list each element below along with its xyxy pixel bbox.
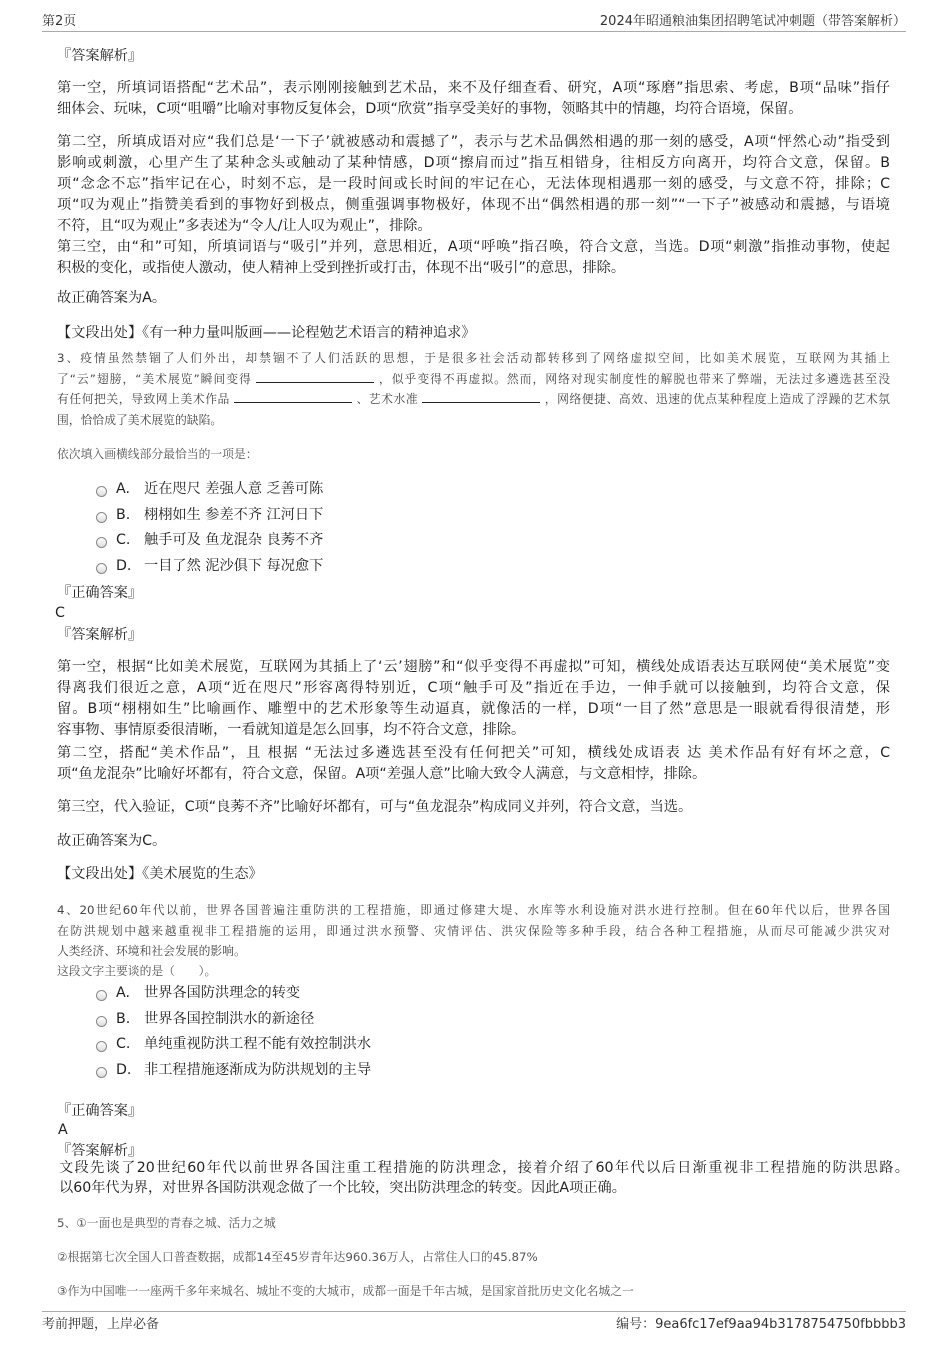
text-line: 项“叹为观止”指赞美看到的事物好到极点，侧重强调事物极好，体现不出“偶然相遇的那一刻”“一下子”被感动和震撼，与语境: [57, 197, 890, 213]
text-line: 第三空，由“和”可知，所填词语与“吸引”并列，意思相近，A项“呼唤”指召唤，符合文意，当选。D项“刺激”指推动事物，使起: [57, 239, 890, 255]
text-line: 以60年代为界，对世界各国防洪观念做了一个比较，突出防洪理念的转变。因此A项正确。: [59, 1180, 626, 1196]
text-line: 积极的变化，或指使人激动，使人精神上受到挫折或打击，体现不出“吸引”的意思，排除。: [57, 260, 626, 276]
correct-answer: C: [55, 605, 65, 621]
stem-text: 、艺术水准: [355, 392, 419, 407]
analysis-paragraph: 第三空，代入验证，C项“良莠不齐”比喻好坏都有，可与“鱼龙混杂”构成同义并列，符合文意，当选。: [57, 799, 693, 815]
option-text: 世界各国控制洪水的新途径: [144, 1011, 315, 1027]
text-line: 项“念念不忘”指牢记在心，时刻不忘，是一段时间或长时间的牢记在心，无法体现相遇那一刻的感受，与文意不符，排除；C: [57, 176, 890, 192]
question-prompt: 这段文字主要谈的是（ ）。: [57, 964, 217, 978]
page-number: 第2页: [42, 14, 77, 29]
text-line: 不符，且“叹为观止”多表述为“令人/让人叹为观止”，排除。: [57, 218, 432, 234]
text-line: 4、20世纪60年代以前，世界各国普遍注重防洪的工程措施，即通过修建大堤、水库等水利设施对洪水进行控制。但在60年代以后，世界各国: [57, 903, 890, 917]
text-line: [57, 369, 890, 390]
radio-icon[interactable]: [96, 1067, 107, 1078]
text-line: 第一空，所填词语搭配“艺术品”，表示刚刚接触到艺术品，来不及仔细查看、研究，A项“琢磨”指思索、考虑，B项“品味”指仔: [57, 80, 890, 96]
stem-text: 有任何把关，导致网上美术作品: [57, 392, 230, 407]
document-title: 2024年昭通粮油集团招聘笔试冲刺题（带答案解析）: [599, 14, 906, 29]
analysis-paragraph: [59, 1158, 909, 1198]
question-4-stem: [57, 900, 890, 962]
analysis-paragraph: [57, 743, 890, 785]
source-citation: 【文段出处】《美术展览的生态》: [57, 866, 263, 882]
option-text: 非工程措施逐渐成为防洪规划的主导: [144, 1062, 372, 1078]
text-line: 人类经济、环境和社会发展的影响。: [57, 944, 246, 959]
option-key: B.: [116, 507, 131, 523]
text-line: 留。B项“栩栩如生”比喻画作、雕塑中的艺术形象等生动逼真，就像活的一样，D项“一目了然”意思是一眼就看得很清楚，形: [57, 701, 890, 717]
correct-answer: A: [58, 1122, 68, 1138]
analysis-label: 『答案解析』: [57, 48, 143, 64]
text-line: 在防洪规划中越来越重视非工程措施的运用，即通过洪水预警、灾情评估、洪灾保险等多种手段，结合各种工程措施，从而尽可能减少洪灾对: [57, 923, 890, 938]
option-a[interactable]: [96, 479, 323, 499]
option-c[interactable]: [96, 1034, 371, 1054]
text-line: 第一空，根据“比如美术展览，互联网为其插上了‘云’翅膀”和“似乎变得不再虚拟”可知，横线处成语表达互联网使“美术展览”变: [57, 659, 890, 675]
text-line: 第二空，所填成语对应“我们总是‘一下子’就被感动和震撼了”，表示与艺术品偶然相遇的那一刻的感受，A项“怦然心动”指受到: [57, 134, 890, 150]
analysis-paragraph: [57, 237, 890, 279]
question-5-sentence-3: ③作为中国唯一一座两千多年来城名、城址不变的大城市，成都一面是千年古城，是国家首批历史文化名城之一: [57, 1284, 634, 1298]
option-d[interactable]: [96, 556, 323, 576]
question-prompt: 依次填入画横线部分最恰当的一项是：: [57, 447, 258, 461]
text-line: 第二空，搭配“美术作品”，且 根据 “无法过多遴选甚至没有任何把关”可知，横线处成语表 达 美术作品有好有坏之意，C: [57, 745, 890, 761]
text-line: 3、疫情虽然禁锢了人们外出，却禁锢不了人们活跃的思想，于是很多社会活动都转移到了网络虚拟空间，比如美术展览，互联网为其插上: [57, 351, 890, 365]
stem-text: ，网络便捷、高效、迅速的优点某种程度上造成了浮躁的艺术氛: [544, 392, 890, 407]
blank-line: [256, 370, 374, 383]
text-line: [57, 389, 890, 410]
radio-icon[interactable]: [96, 1041, 107, 1052]
option-key: A.: [116, 985, 130, 1001]
text-line: 细体会、玩味，C项“咀嚼”比喻对事物反复体会，D项“欣赏”指享受美好的事物，领略其中的情趣，均符合语境，保留。: [57, 101, 803, 117]
analysis-label: 『答案解析』: [57, 627, 143, 643]
analysis-paragraph: [57, 132, 890, 237]
option-key: A.: [116, 481, 130, 497]
option-key: C.: [116, 532, 131, 548]
stem-text: 了“云”翅膀，“美术展览”瞬间变得: [57, 371, 252, 386]
question-5-sentence-1: 5、①一面也是典型的青春之城、活力之城: [57, 1216, 276, 1230]
option-key: B.: [116, 1011, 131, 1027]
option-key: D.: [116, 1062, 132, 1078]
radio-icon[interactable]: [96, 1016, 107, 1027]
analysis-label: 『答案解析』: [57, 1143, 143, 1159]
source-citation: 【文段出处】《有一种力量叫版画——论程勉艺术语言的精神追求》: [57, 325, 476, 341]
radio-icon[interactable]: [96, 512, 107, 523]
option-text: 栩栩如生 参差不齐 江河日下: [144, 507, 324, 523]
option-d[interactable]: [96, 1060, 371, 1080]
text-line: 得离我们很近之意，A项“近在咫尺”形容离得特别近，C项“触手可及”指近在手边，一伸手就可以接触到，均符合文意，保: [57, 680, 890, 696]
option-text: 世界各国防洪理念的转变: [144, 985, 301, 1001]
option-b[interactable]: [96, 505, 323, 525]
option-key: C.: [116, 1036, 131, 1052]
stem-text: ，似乎变得不再虚拟。然而，网络对现实制度性的解脱也带来了弊端，无法过多遴选甚至没: [377, 371, 890, 386]
footer-slogan: 考前押题，上岸必备: [42, 1317, 160, 1332]
conclusion: 故正确答案为A。: [57, 290, 167, 306]
question-3-stem: [57, 348, 890, 431]
option-b[interactable]: [96, 1009, 314, 1029]
text-line: 文段先谈了20世纪60年代以前世界各国注重工程措施的防洪理念，接着介绍了60年代以后日渐重视非工程措施的防洪思路。: [59, 1160, 909, 1176]
radio-icon[interactable]: [96, 990, 107, 1001]
text-line: 围，恰恰成了美术展览的缺陷。: [57, 413, 223, 428]
option-key: D.: [116, 558, 132, 574]
text-line: 容事物、事情原委很清晰，一看就知道是怎么回事，均不符合文意，排除。: [57, 722, 526, 738]
document-id: 编号：9ea6fc17ef9aa94b3178754750fbbbb3: [616, 1317, 906, 1332]
blank-line: [422, 390, 540, 403]
option-text: 近在咫尺 差强人意 乏善可陈: [144, 481, 324, 497]
option-text: 一目了然 泥沙俱下 每况愈下: [144, 558, 324, 574]
text-line: 项“鱼龙混杂”比喻好坏都有，符合文意，保留。A项“差强人意”比喻大致令人满意，与文意相悖，排除。: [57, 766, 707, 782]
radio-icon[interactable]: [96, 486, 107, 497]
header-divider: [42, 31, 906, 32]
option-text: 触手可及 鱼龙混杂 良莠不齐: [144, 532, 324, 548]
conclusion: 故正确答案为C。: [57, 833, 167, 849]
answer-label: 『正确答案』: [57, 1103, 143, 1119]
blank-line: [234, 390, 352, 403]
text-line: 影响或刺激，心里产生了某种念头或触动了某种情感，D项“擦肩而过”指互相错身，往相反方向离开，均符合文意，保留。B: [57, 155, 890, 171]
radio-icon[interactable]: [96, 563, 107, 574]
analysis-paragraph: [57, 78, 890, 120]
option-text: 单纯重视防洪工程不能有效控制洪水: [144, 1036, 372, 1052]
footer-divider: [42, 1311, 906, 1312]
option-a[interactable]: [96, 983, 300, 1003]
analysis-paragraph: [57, 657, 890, 741]
option-c[interactable]: [96, 530, 323, 550]
radio-icon[interactable]: [96, 537, 107, 548]
question-5-sentence-2: ②根据第七次全国人口普查数据，成都14至45岁青年达960.36万人，占常住人口的45.87%: [57, 1250, 538, 1264]
answer-label: 『正确答案』: [57, 585, 143, 601]
